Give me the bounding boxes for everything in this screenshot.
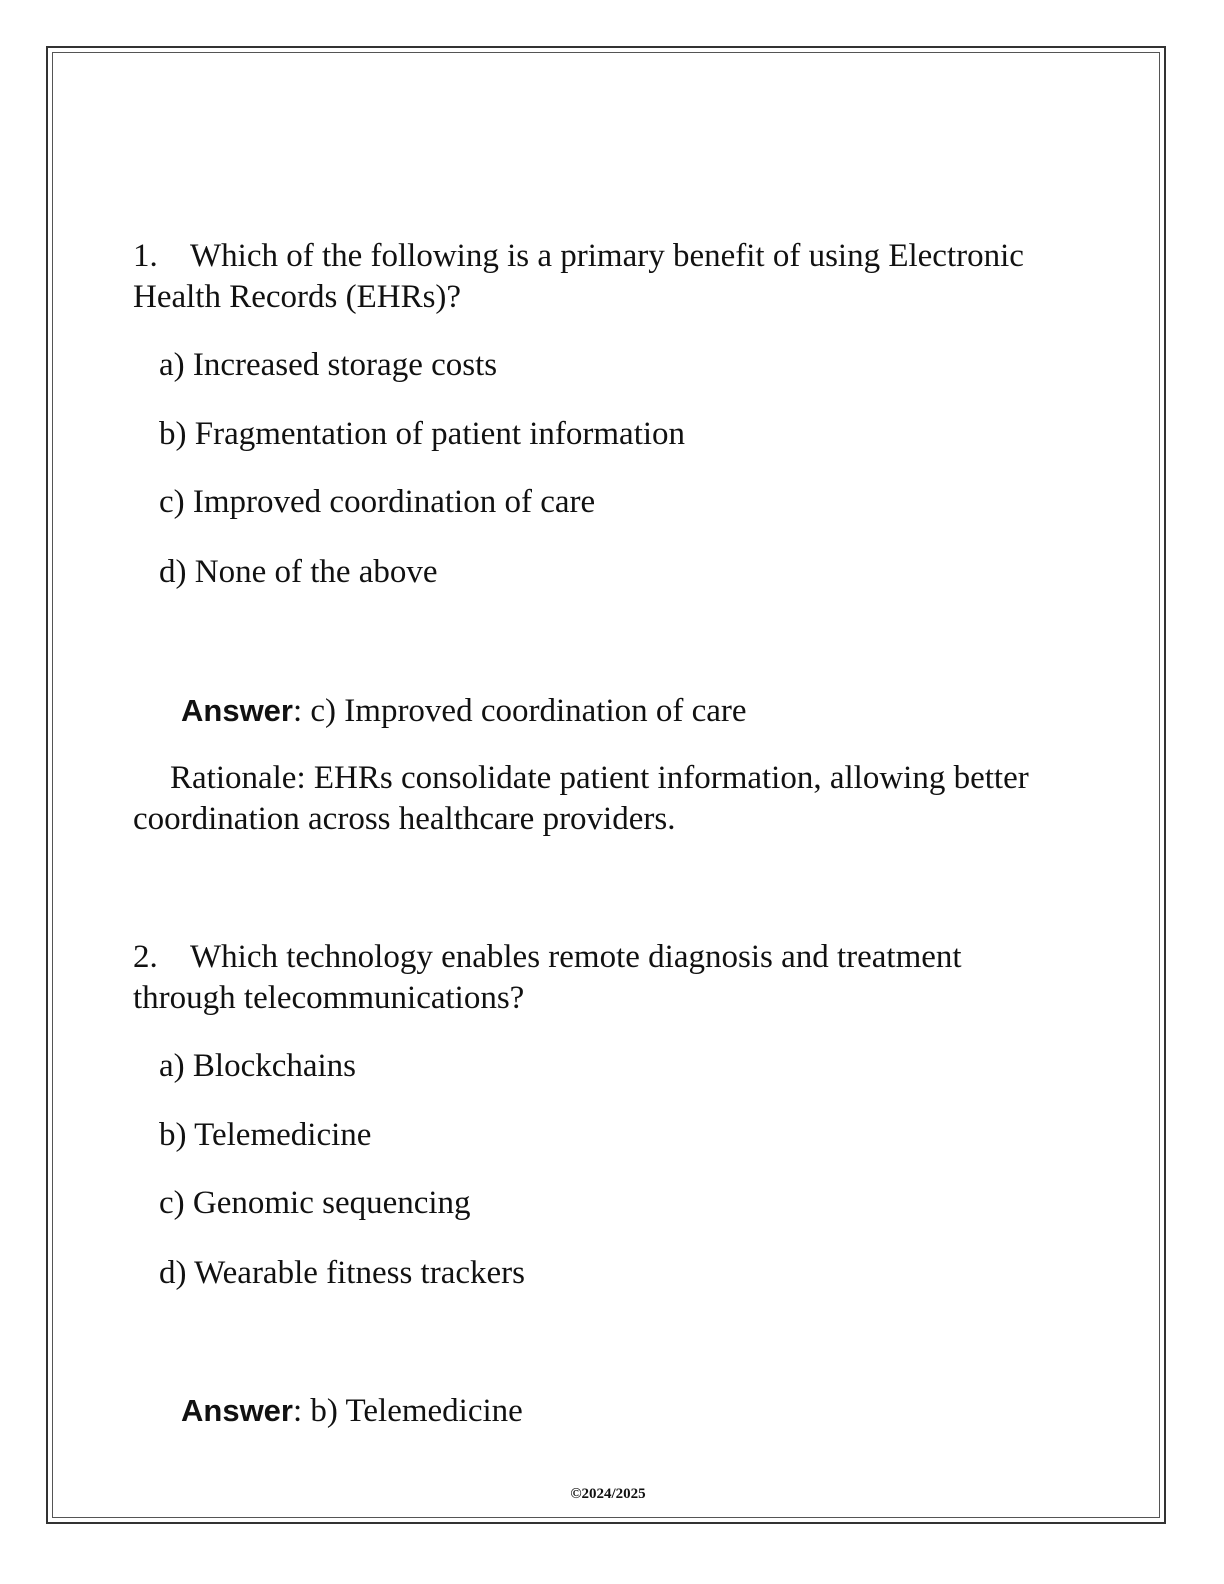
question-1-option-c: c) Improved coordination of care — [159, 484, 596, 520]
question-2-option-c: c) Genomic sequencing — [159, 1185, 471, 1221]
answer-label: Answer — [181, 1393, 293, 1428]
question-2-option-b: b) Telemedicine — [159, 1117, 372, 1153]
question-2-number: 2. — [133, 939, 158, 975]
question-2-answer — [181, 1390, 523, 1432]
question-1-option-d: d) None of the above — [159, 554, 438, 590]
question-1-text: Which of the following is a primary benefit of using Electronic Health Records (EHRs)? — [133, 238, 1024, 315]
answer-value: : c) Improved coordination of care — [292, 693, 747, 729]
question-2-text: Which technology enables remote diagnosis and treatment through telecommunications? — [133, 939, 962, 1016]
question-1-number: 1. — [133, 238, 158, 274]
question-1-option-a: a) Increased storage costs — [159, 347, 498, 383]
question-1-rationale: Rationale: EHRs consolidate patient information, allowing better coordination across healthcare providers. — [133, 760, 1029, 837]
question-2-stem — [133, 937, 1053, 1019]
question-1-option-b: b) Fragmentation of patient information — [159, 416, 686, 452]
copyright-footer: ©2024/2025 — [570, 1486, 646, 1502]
question-1-answer — [181, 690, 747, 732]
question-2-option-d: d) Wearable fitness trackers — [159, 1255, 525, 1291]
answer-value: : b) Telemedicine — [292, 1393, 523, 1429]
question-1-stem — [133, 236, 1053, 318]
question-2-option-a: a) Blockchains — [159, 1048, 357, 1084]
answer-label: Answer — [181, 693, 293, 728]
